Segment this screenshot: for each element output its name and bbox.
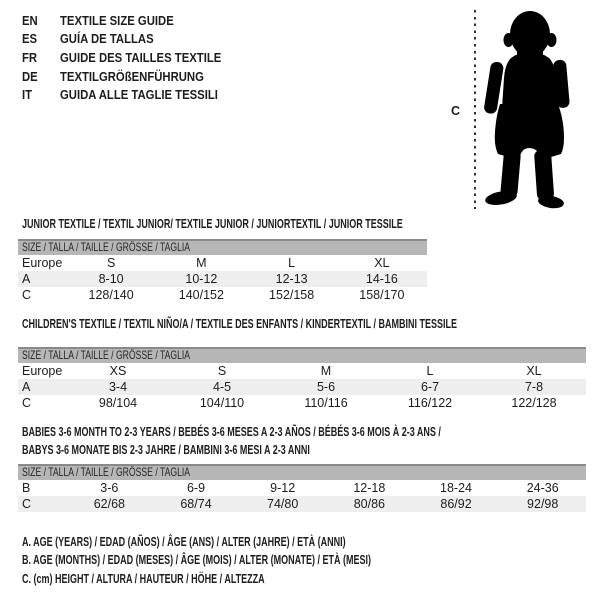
size-cell: 104/110: [199, 396, 245, 410]
table-row-a: [18, 379, 586, 395]
size-cell: 128/140: [88, 288, 134, 302]
lang-code-fr: [22, 50, 60, 65]
lang-code-it: [22, 87, 60, 102]
size-cell: XL: [374, 256, 390, 270]
footnotes: [22, 533, 507, 588]
footnote-c-text: C. (cm) HEIGHT / ALTURA / HAUTEUR / HÖHE / ALTEZZA: [22, 571, 265, 586]
size-cell: S: [217, 364, 227, 378]
size-cell: 110/116: [304, 396, 348, 410]
lang-title-de: [60, 69, 225, 84]
row-label: Europe: [22, 256, 63, 270]
lang-title-es-text: GUÍA DE TALLAS: [60, 31, 154, 47]
babies-size-table: [18, 464, 586, 512]
size-header-bar: [18, 239, 427, 255]
lang-title-it-text: GUIDA ALLE TAGLIE TESSILI: [60, 87, 218, 103]
lang-row-es: [22, 30, 245, 49]
table-row-europe: [18, 363, 586, 379]
lang-code-en: [22, 13, 60, 28]
size-cell: 3-4: [108, 380, 128, 394]
size-cell: 12-18: [353, 481, 386, 495]
table-row-c: [18, 395, 586, 411]
size-cell: 116/122: [407, 396, 453, 410]
size-cell: 92/98: [527, 497, 559, 511]
children-section-title: [22, 317, 600, 331]
footnote-a-text: A. AGE (YEARS) / EDAD (AÑOS) / ÂGE (ANS) / ALTER (JAHRE) / ETÀ (ANNI): [22, 535, 346, 549]
row-label: C: [22, 288, 32, 302]
lang-code-es-text: ES: [22, 31, 38, 47]
size-cell: 80/86: [353, 497, 385, 511]
lang-title-fr-text: GUIDE DES TAILLES TEXTILE: [60, 49, 222, 65]
size-cell: S: [106, 256, 116, 270]
lang-code-de-text: DE: [22, 68, 38, 84]
footnote-b-text: B. AGE (MONTHS) / EDAD (MESES) / ÂGE (MOIS) / ALTER (MONATE) / ETÀ (MESI): [22, 553, 371, 568]
size-cell: M: [320, 364, 332, 378]
size-cell: 152/158: [269, 288, 315, 302]
size-cell: 98/104: [98, 396, 138, 410]
footnote-a: [22, 533, 507, 551]
size-cell: 9-12: [270, 481, 296, 495]
lang-row-en: [22, 11, 245, 30]
lang-row-fr: [22, 48, 245, 67]
size-cell: 158/170: [359, 288, 405, 302]
size-cell: 6-7: [420, 380, 440, 394]
footnote-c: [22, 570, 507, 588]
lang-code-it-text: IT: [22, 87, 33, 103]
height-measure-dotted-line: [474, 10, 476, 209]
footnote-b: [22, 551, 507, 569]
table-row-b: [18, 480, 586, 496]
size-cell: 8-10: [98, 272, 124, 286]
children-section-title-text: CHILDREN'S TEXTILE / TEXTIL NIÑO/A / TEXTILE DES ENFANTS / KINDERTEXTIL / BAMBINI TESSILE: [22, 317, 458, 331]
table-row-c: [18, 287, 427, 303]
measure-label-c: C: [451, 104, 461, 118]
lang-title-es: [60, 31, 168, 46]
lang-title-en: [60, 13, 191, 28]
row-label: Europe: [22, 364, 63, 378]
size-cell: XL: [526, 364, 542, 378]
lang-title-it: [60, 87, 242, 102]
size-cell: 18-24: [440, 481, 473, 495]
size-header-bar: [18, 464, 586, 480]
lang-code-fr-text: FR: [22, 49, 38, 65]
language-title-block: [22, 11, 245, 104]
row-label: A: [22, 380, 31, 394]
table-row-europe: [18, 255, 427, 271]
babies-section-title-line1: [22, 425, 600, 439]
babies-section-title-line2-text: BABYS 3-6 MONATE BIS 2-3 JAHRE / BAMBINI 3-6 MESI A 2-3 ANNI: [22, 443, 310, 457]
size-cell: 14-16: [365, 272, 398, 286]
lang-title-en-text: TEXTILE SIZE GUIDE: [60, 12, 174, 28]
size-header-bar: [18, 347, 586, 363]
size-cell: 122/128: [511, 396, 557, 410]
size-cell: 5-6: [316, 380, 336, 394]
size-header-label: SIZE / TALLA / TAILLE / GRÖSSE / TAGLIA: [22, 348, 191, 362]
row-label: B: [22, 481, 31, 495]
row-label: C: [22, 396, 32, 410]
size-cell: 140/152: [178, 288, 224, 302]
size-cell: L: [288, 256, 296, 270]
lang-code-es: [22, 31, 60, 46]
table-row-c: [18, 496, 586, 512]
size-cell: 24-36: [526, 481, 559, 495]
junior-section-title-text: JUNIOR TEXTILE / TEXTIL JUNIOR/ TEXTILE JUNIOR / JUNIORTEXTIL / JUNIOR TESSILE: [22, 217, 403, 231]
size-cell: 74/80: [267, 497, 299, 511]
lang-title-fr: [60, 50, 245, 65]
table-row-a: [18, 271, 427, 287]
size-cell: L: [426, 364, 434, 378]
row-label: A: [22, 272, 31, 286]
row-label: C: [22, 497, 32, 511]
size-header-label: SIZE / TALLA / TAILLE / GRÖSSE / TAGLIA: [22, 465, 191, 479]
size-cell: 3-6: [100, 481, 119, 495]
baby-silhouette: [481, 8, 594, 211]
lang-row-it: [22, 85, 245, 104]
lang-code-en-text: EN: [22, 12, 38, 28]
size-cell: XS: [109, 364, 127, 378]
lang-title-de-text: TEXTILGRÖßENFÜHRUNG: [60, 68, 204, 84]
size-cell: 4-5: [212, 380, 232, 394]
lang-code-de: [22, 69, 60, 84]
size-cell: 10-12: [185, 272, 218, 286]
junior-section-title: [22, 217, 551, 231]
size-cell: 86/92: [440, 497, 472, 511]
size-cell: 6-9: [186, 481, 206, 495]
size-cell: 12-13: [275, 272, 308, 286]
size-cell: 62/68: [93, 497, 125, 511]
children-size-table: [18, 347, 586, 411]
size-cell: 7-8: [524, 380, 544, 394]
junior-size-table: [18, 239, 427, 303]
babies-section-title-line1-text: BABIES 3-6 MONTH TO 2-3 YEARS / BEBÉS 3-6 MESES A 2-3 AÑOS / BÉBÉS 3-6 MOIS À 2-3 ANS /: [22, 425, 441, 439]
lang-row-de: [22, 67, 245, 86]
size-cell: 68/74: [180, 497, 212, 511]
babies-section-title-line2: [22, 443, 422, 457]
size-cell: M: [196, 256, 207, 270]
size-header-label: SIZE / TALLA / TAILLE / GRÖSSE / TAGLIA: [22, 240, 191, 254]
